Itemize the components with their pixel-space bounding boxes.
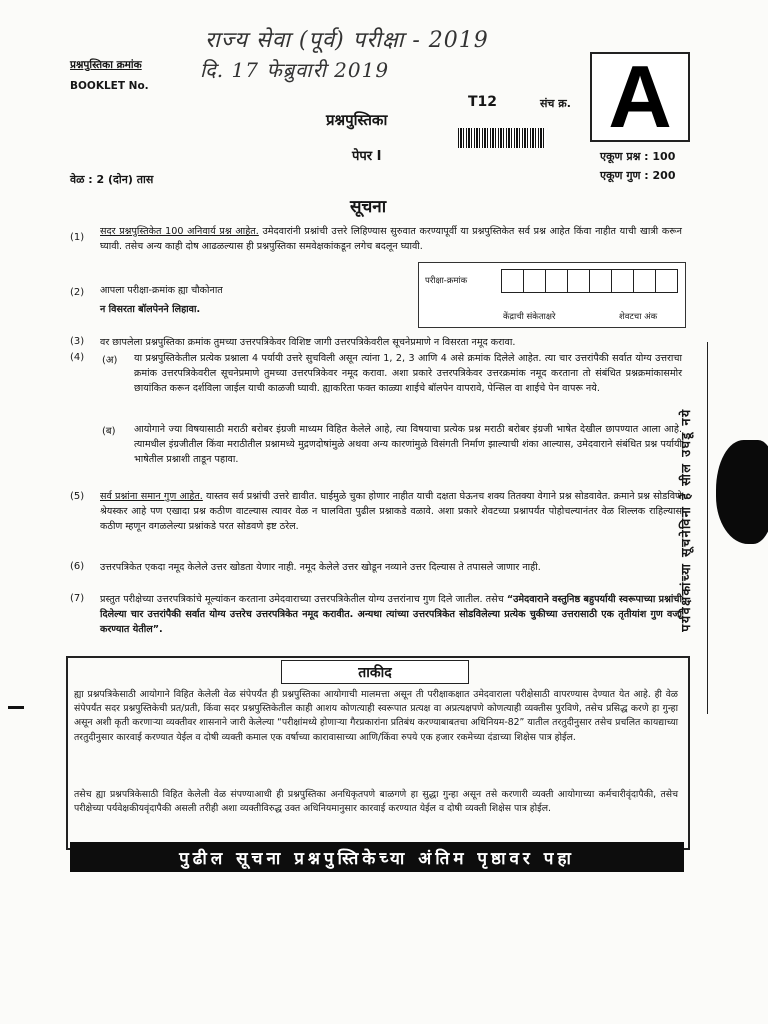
instruction-4-number: (4) [70, 352, 85, 363]
roll-number-cell[interactable] [545, 269, 567, 293]
roll-number-cell[interactable] [655, 269, 678, 293]
instruction-4b: आयोगाने ज्या विषयासाठी मराठी बरोबर इंग्रजी माध्यम विहित केलेले आहे, त्या विषयाचा प्रत्येक प्रश्न मराठी बरोबर इंग्रजी भाषेत देखील छापण्यात आला आहे. त्यामधील इंग्रजीतील किंवा मराठीतील प्रश्नामध्ये मुद्रणदोषांमुळे अथवा अन्य कारणांमुळे विसंगती निर्माण झाल्याची शंका आल्यास, उमेदवाराने संबंधित प्रश्न पर्यायी भाषेतील प्रश्नाशी ताडून पहावा. [134, 424, 682, 465]
set-number-label: संच क्र. [540, 97, 571, 110]
time-allowed: वेळ : 2 (दोन) तास [70, 173, 154, 186]
margin-mark [8, 706, 24, 709]
instruction-2-line1: आपला परीक्षा-क्रमांक ह्या चौकोनात [100, 285, 223, 296]
warning-paragraph-2: तसेच ह्या प्रश्नपत्रिकेसाठी विहित केलेली वेळ संपण्याआधी ही प्रश्नपुस्तिका अनधिकृतपणे बाळगणे हा सुद्धा गुन्हा असून तसे करणारी व्यक्ती आयोगाच्या कर्मचारीवृंदापैकी, तसेच परीक्षेच्या पर्यवेक्षकीयवृंदापैकी असली तरीही अशा व्यक्तीविरुद्ध उक्त अधिनियमानुसार कारवाई करण्यात येईल व दोषी व्यक्ती शिक्षेस पात्र होईल. [74, 789, 678, 815]
roll-number-cell[interactable] [567, 269, 589, 293]
next-instructions-banner: पुढील सूचना प्रश्नपुस्तिकेच्या अंतिम पृष्ठावर पहा [70, 842, 684, 872]
instruction-7-text: प्रस्तुत परीक्षेच्या उत्तरपत्रिकांचे मूल्यांकन करताना उमेदवाराच्या उत्तरपत्रिकेतील योग्य उत्तरांनाच गुण दिले जातील. तसेच [100, 594, 504, 605]
warning-paragraph-1: ह्या प्रश्नपत्रिकेसाठी आयोगाने विहित केलेली वेळ संपेपर्यंत ही प्रश्नपुस्तिका आयोगाची मालमत्ता असून ती परीक्षाकक्षात उमेदवाराला परीक्षेसाठी वापरण्यास देण्यात येत आहे. ही वेळ संपेपर्यंत सदर प्रश्नपुस्तिकेची प्रत/प्रती, किंवा सदर प्रश्नपुस्तिकेतील काही आशय कोणत्याही स्वरूपात प्रत्यक्ष वा अप्रत्यक्षपणे कोणत्याही व्यक्तीस पुरविणे, तसेच प्रसिद्ध करणे हा गुन्हा असून अशी कृती करणाऱ्या व्यक्तीवर शासनाने जारी केलेल्या “परीक्षांमध्ये होणाऱ्या गैरप्रकारांना प्रतिबंध करण्याबाबतचा अधिनियम-82” यातील तरतुदीनुसार तसेच प्रचलित कायद्याच्या तरतुदीनुसार कारवाई करण्यात येईल व दोषी व्यक्ती कमाल एक वर्षाच्या कारावासाच्या आणि/किंवा रुपये एक हजार रकमेच्या दंडाच्या शिक्षेस पात्र होईल. [74, 689, 678, 743]
instruction-7-number: (7) [70, 593, 85, 604]
total-marks: एकूण गुण : 200 [600, 169, 676, 182]
instruction-7 [100, 592, 682, 637]
instruction-6-number: (6) [70, 561, 85, 572]
last-digit-label: शेवटचा अंक [619, 312, 658, 322]
instruction-1-lead: सदर प्रश्नपुस्तिकेत 100 अनिवार्य प्रश्न आहेत. [100, 226, 259, 237]
roll-number-cell[interactable] [633, 269, 655, 293]
booklet-title: प्रश्नपुस्तिका [326, 111, 388, 129]
seal-warning-text: पर्यवेक्षकांच्या सूचनेविना हे सील उघडू नये [678, 408, 693, 632]
instruction-4b-label: (ब) [102, 426, 116, 437]
instruction-4a: या प्रश्नपुस्तिकेतील प्रत्येक प्रश्नाला 4 पर्यायी उत्तरे सुचविली असून त्यांना 1, 2, 3 आणि 4 असे क्रमांक दिलेले आहेत. त्या चार उत्तरांपैकी सर्वात योग्य उत्तराचा क्रमांक उत्तरपत्रिकेवरील सूचनेप्रमाणे तुमच्या उत्तरपत्रिकेवर नमूद करावा. अशा प्रकारे उत्तरपत्रिकेवर उत्तरक्रमांक नमूद करताना तो संबंधित प्रश्नक्रमांकासमोर छायांकित करून दर्शविला जाईल याची काळजी घ्यावी. ह्याकरिता फक्त काळ्या शाईचे बॉलपेन वापरावे, पेन्सिल वा शाईचे पेन वापरू नये. [134, 353, 682, 394]
roll-number-cell[interactable] [611, 269, 633, 293]
seal-line [707, 342, 708, 714]
paper-code: T12 [468, 94, 498, 110]
roll-number-cell[interactable] [523, 269, 545, 293]
ink-blot [716, 440, 768, 544]
handwritten-exam-date: दि. 17 फेब्रुवारी 2019 [200, 58, 390, 82]
paper-label: पेपर I [352, 149, 382, 164]
roll-number-box-label: परीक्षा-क्रमांक [425, 276, 468, 286]
booklet-number-label-marathi: प्रश्नपुस्तिका क्रमांक [70, 59, 142, 71]
instruction-5-number: (5) [70, 491, 85, 502]
roll-number-cells [501, 269, 678, 293]
roll-number-cell[interactable] [589, 269, 611, 293]
centre-code-label: केंद्राची संकेताक्षरे [503, 312, 556, 322]
instructions-heading: सूचना [350, 197, 387, 217]
instruction-1-number: (1) [70, 232, 85, 243]
instruction-5-text: यास्तव सर्व प्रश्नांची उत्तरे द्यावीत. घाईमुळे चुका होणार नाहीत याची दक्षता घेऊनच शक्य तितक्या वेगाने प्रश्न सोडवावेत. क्रमाने प्रश्न सोडविणे श्रेयस्कर आहे पण एखादा प्रश्न कठीण वाटल्यास त्यावर वेळ न घालविता पुढील प्रश्नाकडे वळावे. अशा प्रकारे शेवटच्या प्रश्नापर्यंत पोहोचल्यानंतर वेळ शिल्लक राहिल्यास कठीण म्हणून वगळलेल्या प्रश्नांकडे परत सोडवणे इष्ट ठरेल. [100, 491, 682, 532]
instruction-7-quote: “उमेदवाराने वस्तुनिष्ठ बहुपर्यायी स्वरूपाच्या प्रश्नांची दिलेल्या चार उत्तरांपैकी सर्वात योग्य उत्तरेच उत्तरपत्रिकेत नमूद करावीत. अन्यथा त्यांच्या उत्तरपत्रिकेत सोडविलेल्या प्रत्येक चुकीच्या उत्तरासाठी एक तृतीयांश गुण वजा करण्यात येतील”. [100, 594, 682, 635]
instruction-2-line2: न विसरता बॉलपेनने लिहावा. [100, 304, 201, 315]
warning-title: ताकीद [281, 660, 469, 684]
instruction-3: वर छापलेला प्रश्नपुस्तिका क्रमांक तुमच्या उत्तरपत्रिकेवर विशिष्ट जागी उत्तरपत्रिकेवरील सूचनेप्रमाणे न विसरता नमूद करावा. [100, 337, 516, 348]
instruction-6: उत्तरपत्रिकेत एकदा नमूद केलेले उत्तर खोडता येणार नाही. नमूद केलेले उत्तर खोडून नव्याने उत्तर दिल्यास ते तपासले जाणार नाही. [100, 562, 541, 573]
set-letter-box [590, 47, 690, 146]
instruction-5-lead: सर्व प्रश्नांना समान गुण आहेत. [100, 491, 203, 502]
instruction-1-text: उमेदवारांनी प्रश्नांची उत्तरे लिहिण्यास सुरुवात करण्यापूर्वी या प्रश्नपुस्तिकेत सर्व प्रश्न आहेत किंवा नाहीत याची खात्री करून घ्यावी. तसेच अन्य काही दोष आढळल्यास ही प्रश्नपुस्तिका समवेक्षकांकडून लगेच बदलून घ्यावी. [100, 226, 682, 252]
barcode [458, 128, 546, 148]
instruction-1 [100, 224, 682, 254]
set-letter: A [608, 47, 672, 146]
instruction-4a-label: (अ) [102, 355, 118, 366]
instruction-3-number: (3) [70, 336, 85, 347]
roll-number-cell[interactable] [501, 269, 523, 293]
total-questions: एकूण प्रश्न : 100 [600, 150, 676, 163]
instruction-2-number: (2) [70, 287, 85, 298]
warning-box [66, 656, 690, 850]
handwritten-exam-name: राज्य सेवा (पूर्व) परीक्षा - 2019 [205, 28, 489, 53]
instruction-5 [100, 489, 682, 534]
roll-number-box [418, 262, 686, 328]
booklet-number-label: BOOKLET No. [70, 80, 149, 92]
